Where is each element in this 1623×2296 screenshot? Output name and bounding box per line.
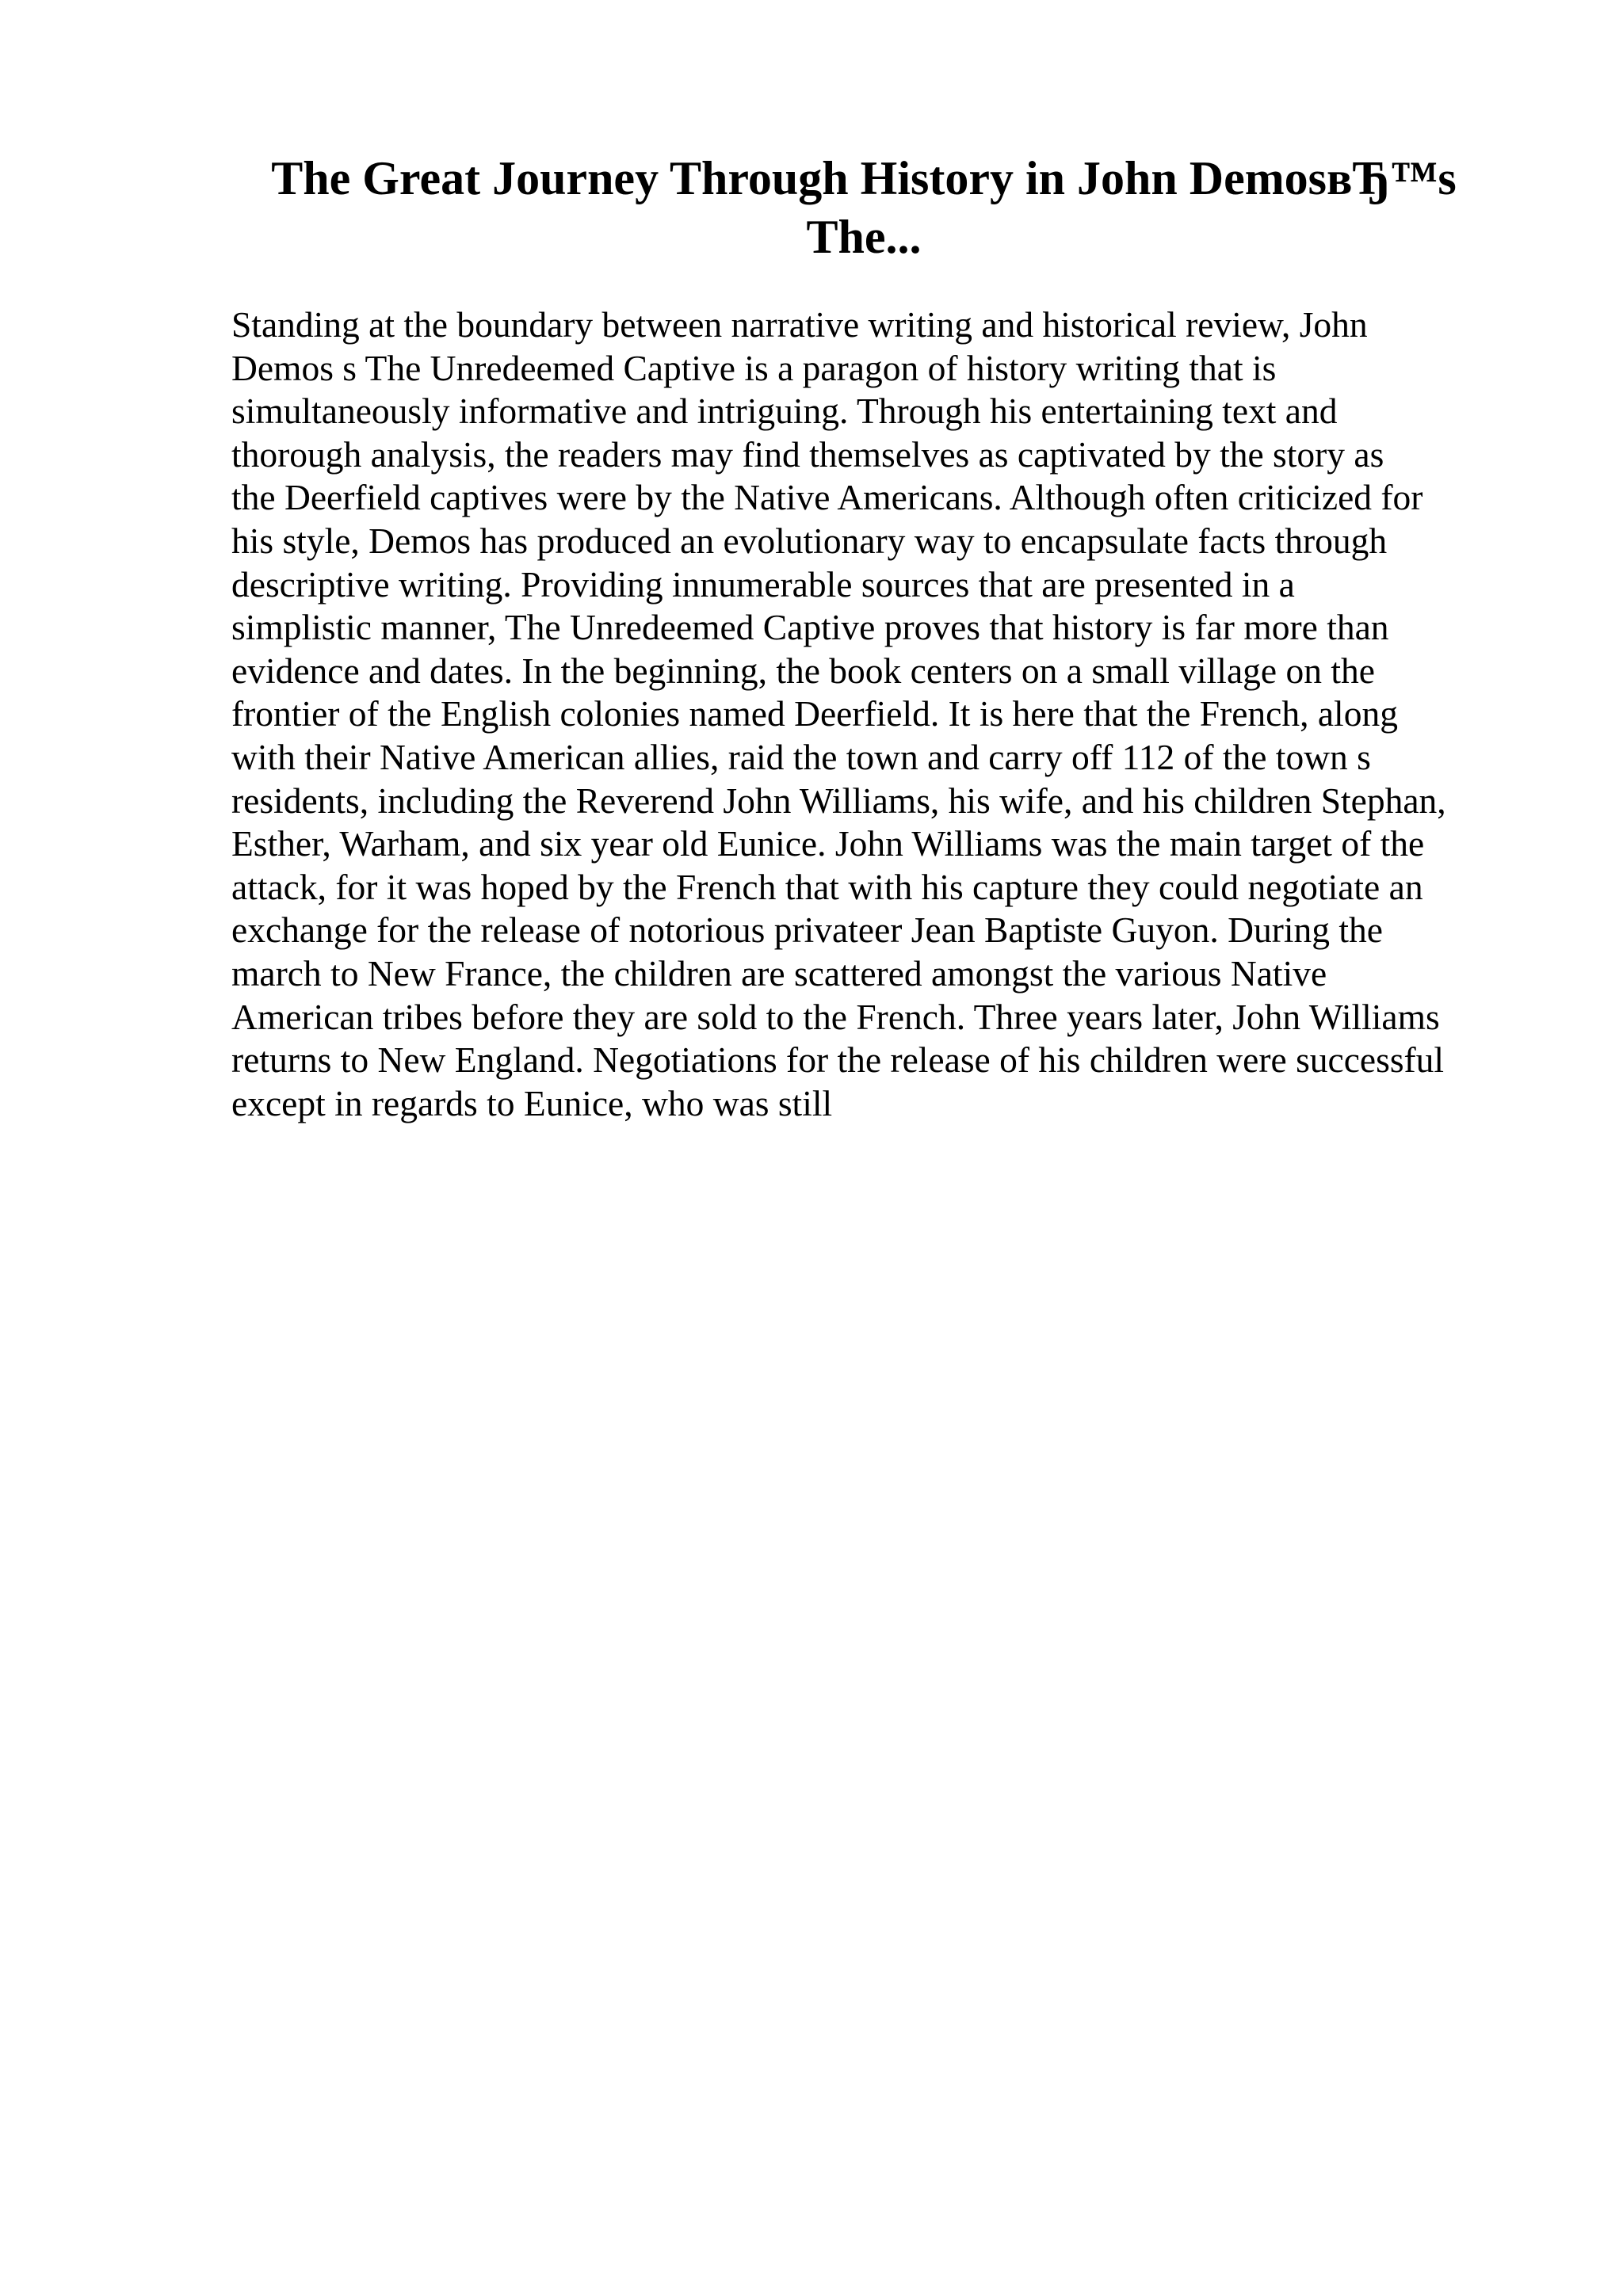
body-line: his style, Demos has produced an evolutionary way to encapsulate facts through [231,520,1388,561]
body-line: returns to New England. Negotiations for the release of his children were successful [231,1039,1445,1081]
title-line: The Great Journey Through History in John DemosвЂ™s [271,152,1457,204]
body-line: with their Native American allies, raid the town and carry off 112 of the town s [231,736,1371,777]
body-line: Demos s The Unredeemed Captive is a paragon of history writing that is [231,347,1277,388]
body-line: the Deerfield captives were by the Native Americans. Although often criticized for [231,477,1423,518]
body-line: exchange for the release of notorious privateer Jean Baptiste Guyon. During the [231,910,1383,951]
body-line: thorough analysis, the readers may find themselves as captivated by the story as [231,433,1384,475]
body-line: residents, including the Reverend John Williams, his wife, and his children Stephan, [231,780,1446,821]
document-body [231,303,1515,1125]
body-line: Esther, Warham, and six year old Eunice. John Williams was the main target of the [231,823,1425,864]
body-line: except in regards to Eunice, who was still [231,1082,833,1123]
document-title [222,149,1506,266]
body-line: march to New France, the children are scattered amongst the various Native [231,952,1327,994]
body-line: descriptive writing. Providing innumerable sources that are presented in a [231,563,1295,605]
body-line: American tribes before they are sold to the French. Three years later, John Williams [231,996,1440,1037]
body-line: evidence and dates. In the beginning, the book centers on a small village on the [231,650,1375,691]
body-line: simplistic manner, The Unredeemed Captive proves that history is far more than [231,607,1389,648]
body-line: simultaneously informative and intriguing. Through his entertaining text and [231,391,1338,432]
body-line: frontier of the English colonies named Deerfield. It is here that the French, along [231,693,1398,734]
body-line: attack, for it was hoped by the French that with his capture they could negotiate an [231,866,1423,907]
title-line: The... [806,211,922,263]
body-line: Standing at the boundary between narrative writing and historical review, John [231,304,1368,345]
